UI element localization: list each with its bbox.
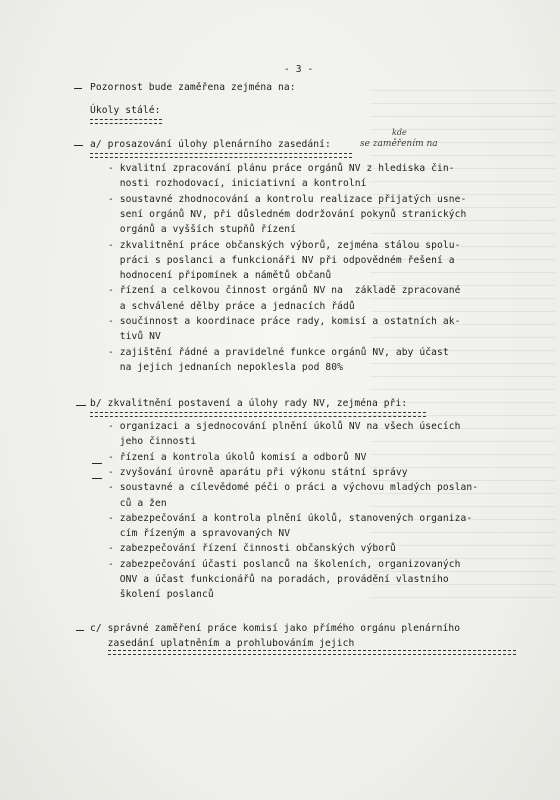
handwritten-annotation-top: kde: [392, 128, 407, 137]
page-number: - 3 -: [284, 64, 314, 75]
margin-mark: [76, 405, 86, 406]
intro-text: Pozornost bude zaměřena zejména na:: [90, 82, 296, 93]
list-line: tivů NV: [108, 331, 161, 343]
heading-stale-ukoly: Úkoly stálé:: [90, 105, 161, 116]
list-line: zasedání uplatněním a prohlubováním jejich: [90, 638, 355, 649]
section-a-title: a/ prosazování úlohy plenárního zasedání:: [90, 139, 331, 150]
list-line: - zabezpečování a kontrola plnění úkolů, stanovených organiza-: [108, 512, 473, 524]
section-a-underline: [90, 153, 352, 158]
list-line: jeho činnosti: [108, 436, 197, 448]
list-line: - soustavné zhodnocování a kontrolu realizace přijatých usne-: [108, 193, 467, 205]
list-line: ONV a účast funkcionářů na poradách, provádění vlastního: [108, 574, 449, 585]
list-line: nosti rozhodovací, iniciativní a kontrolní: [108, 178, 367, 190]
list-line: orgánů a vyšších stupňů řízení: [108, 224, 297, 236]
list-line: - zabezpečování účasti poslanců na školeních, organizovaných: [108, 558, 461, 570]
list-line: - zkvalitnění práce občanských výborů, zejména stálou spolu-: [108, 239, 461, 251]
margin-mark: [74, 88, 82, 89]
section-c-underline: [108, 650, 516, 655]
list-line: práci s poslanci a funkcionáři NV při odpovědném řešení a: [108, 254, 455, 266]
section-b-title: b/ zkvalitnění postavení a úlohy rady NV, zejména při:: [90, 398, 408, 409]
list-line: - součinnost a koordinace práce rady, komisí a ostatních ak-: [108, 316, 461, 327]
list-line: hodnocení připomínek a námětů občanů: [108, 270, 332, 282]
section-b-underline: [90, 412, 426, 417]
list-line: - řízení a celkovou činnost orgánů NV na základě zpracované: [108, 285, 461, 297]
handwritten-annotation: se zaměřením na: [360, 139, 438, 149]
list-line: školení poslanců: [108, 589, 214, 601]
list-line: sení orgánů NV, při důsledném dodržování pokynů stranických: [108, 208, 467, 220]
list-line: - řízení a kontrola úkolů komisí a odborů NV: [108, 451, 367, 463]
list-line: - zajištění řádné a pravidelné funkce orgánů NV, aby účast: [108, 346, 449, 358]
margin-mark: [92, 478, 102, 479]
list-line: - organizaci a sjednocování plnění úkolů NV na všech úsecích: [108, 421, 461, 432]
margin-mark: [74, 145, 83, 146]
list-line: a schválené dělby práce a jednacích řádů: [108, 300, 355, 312]
list-line: c/ správné zaměření práce komisí jako přímého orgánu plenárního: [90, 623, 461, 634]
margin-mark: [76, 630, 84, 631]
list-line: na jejich jednaních nepoklesla pod 80%: [108, 361, 344, 373]
list-line: - soustavné a cílevědomé péči o práci a výchovu mladých poslan-: [108, 482, 479, 494]
list-line: ců a žen: [108, 497, 167, 509]
list-line: cím řízeným a spravovaných NV: [108, 528, 291, 540]
list-line: - zabezpečování řízení činnosti občanských výborů: [108, 543, 396, 555]
list-line: - kvalitní zpracování plánu práce orgánů NV z hlediska čin-: [108, 163, 455, 174]
heading-underline: [90, 119, 162, 124]
margin-mark: [92, 463, 102, 464]
list-line: - zvyšování úrovně aparátu při výkonu státní správy: [108, 466, 408, 478]
